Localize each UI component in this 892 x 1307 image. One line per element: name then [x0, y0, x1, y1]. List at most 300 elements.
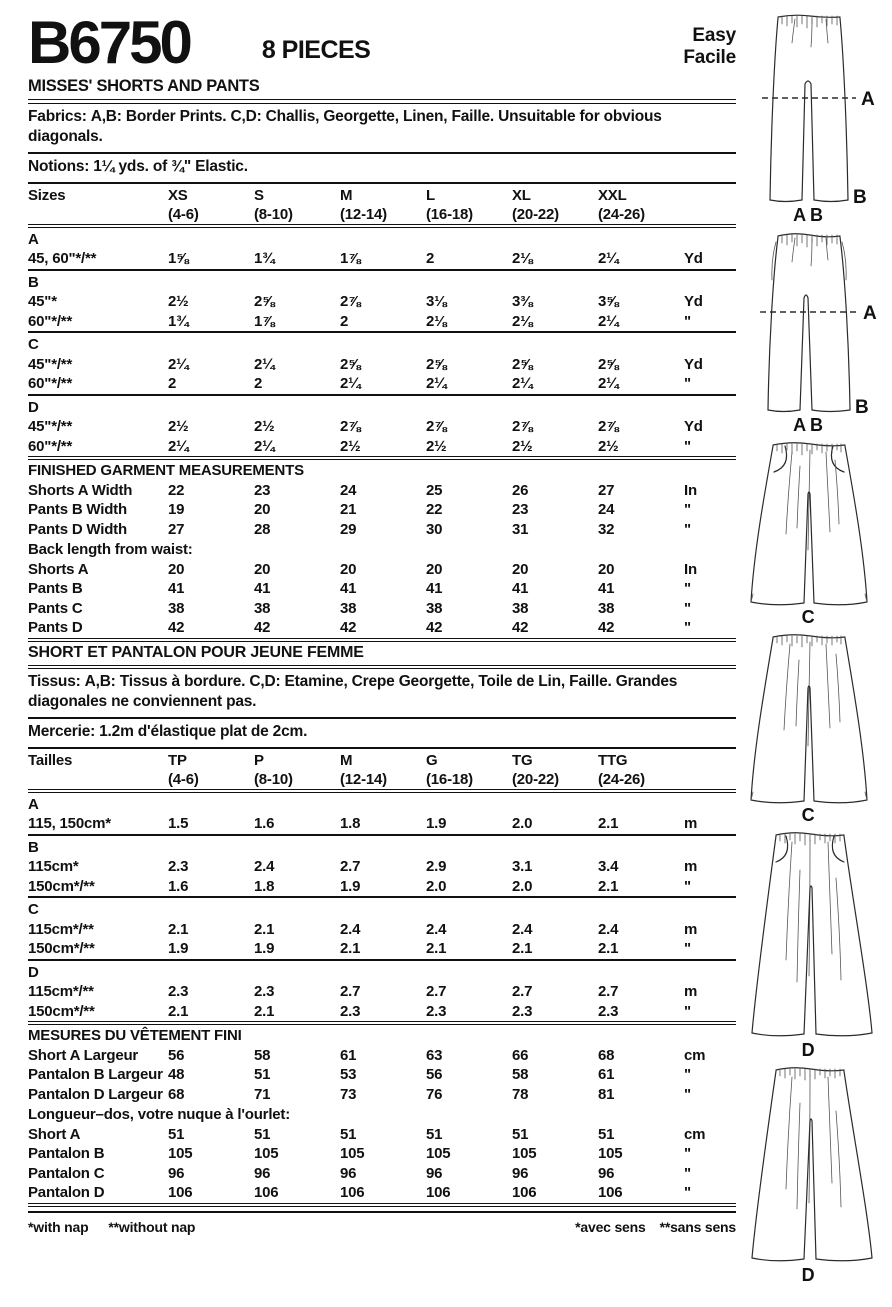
size-value: 20 [254, 501, 271, 519]
difficulty-badge [683, 25, 736, 69]
size-column-header [254, 186, 340, 226]
subhead-label: Longueur–dos, votre nuque à l'ourlet: [28, 1106, 291, 1124]
unit-label: " [684, 1066, 691, 1084]
size-value: 2½ [426, 437, 512, 459]
row-label: Pants C [28, 599, 83, 617]
size-value: 23 [254, 481, 271, 499]
size-value: 1.9 [168, 939, 254, 960]
size-value: 2½ [168, 293, 189, 311]
size-range: (20-22) [512, 770, 559, 788]
notions-label: Notions: [28, 158, 90, 176]
size-value: 3.1 [512, 858, 533, 876]
unit-label: Yd [684, 293, 703, 311]
figure-pants-d-front [740, 826, 892, 1060]
size-column-header [340, 751, 426, 791]
difficulty-english: Easy [692, 25, 736, 47]
size-value: 29 [340, 520, 357, 538]
measurement-row [28, 920, 736, 940]
size-range: (8-10) [254, 770, 293, 788]
size-value: 105 [426, 1145, 451, 1163]
culotte-c-back-illustration [740, 628, 890, 806]
size-value: 42 [598, 618, 684, 640]
size-value: 51 [598, 1125, 615, 1143]
size-value: 81 [598, 1085, 615, 1103]
size-value: 2½ [512, 437, 598, 459]
size-name: TP [168, 752, 187, 770]
size-value: 41 [426, 580, 443, 598]
size-value: 2.1 [598, 814, 684, 835]
size-value: 38 [426, 599, 443, 617]
size-name: TTG [598, 752, 628, 770]
notions-line [28, 154, 736, 179]
size-value: 2⅝ [340, 355, 361, 373]
measurement-row [28, 618, 736, 640]
size-value: 51 [254, 1125, 271, 1143]
view-section-row [28, 897, 736, 920]
measurement-row [28, 1065, 736, 1085]
measurement-row [28, 1046, 736, 1066]
view-section-row [28, 960, 736, 983]
unit-label: In [684, 481, 697, 499]
size-value: 2¼ [598, 249, 684, 270]
unit-label: Yd [684, 355, 703, 373]
english-yardage-table [28, 186, 736, 642]
subhead-row [28, 1104, 736, 1125]
size-value: 105 [340, 1145, 365, 1163]
size-name: M [340, 187, 353, 205]
size-value: 66 [512, 1046, 529, 1064]
size-range: (4-6) [168, 205, 199, 223]
size-value: 27 [598, 481, 615, 499]
size-name: TG [512, 752, 533, 770]
size-value: 2⅞ [340, 293, 361, 311]
row-label: 45, 60"*/** [28, 249, 168, 270]
pieces-count: 8 PIECES [261, 36, 371, 64]
size-value: 20 [340, 560, 357, 578]
size-value: 3⅜ [512, 293, 533, 311]
size-value: 2.0 [426, 877, 512, 898]
row-label: Pantalon D Largeur [28, 1085, 163, 1103]
subhead-label: MESURES DU VÊTEMENT FINI [28, 1027, 242, 1045]
size-column-header [426, 186, 512, 226]
row-label: Pants D [28, 618, 168, 640]
size-value: 2¼ [598, 312, 684, 333]
row-label: Short A Largeur [28, 1046, 139, 1064]
size-value: 2.7 [426, 983, 447, 1001]
pattern-number: B6750 [28, 9, 190, 76]
size-value: 3⅝ [598, 293, 619, 311]
size-value: 1⅝ [168, 249, 254, 270]
size-value: 2⅛ [512, 249, 598, 270]
size-value: 2.7 [340, 983, 361, 1001]
size-value: 2.3 [254, 983, 275, 1001]
row-label: Pantalon B [28, 1145, 105, 1163]
size-value: 51 [168, 1125, 185, 1143]
size-value: 42 [254, 618, 340, 640]
unit-label: " [684, 580, 691, 598]
size-name: XL [512, 187, 531, 205]
figure-caption: C [801, 805, 815, 825]
row-label: 150cm*/** [28, 939, 168, 960]
view-a-length-mark: A [861, 89, 875, 110]
size-value: 78 [512, 1085, 529, 1103]
size-value: 105 [512, 1145, 537, 1163]
footnote-with-nap: *with nap [28, 1218, 89, 1235]
size-value: 32 [598, 520, 615, 538]
measurement-row [28, 520, 736, 540]
unit-label: " [684, 501, 691, 519]
section-label: C [28, 336, 39, 354]
size-value: 51 [340, 1125, 357, 1143]
size-value: 21 [340, 501, 357, 519]
size-range: (8-10) [254, 205, 293, 223]
subhead-row [28, 539, 736, 560]
size-label-header: Sizes [28, 186, 168, 226]
unit-label: " [684, 1164, 691, 1182]
size-value: 61 [340, 1046, 357, 1064]
measurement-row [28, 312, 736, 333]
size-value: 41 [254, 580, 271, 598]
size-value: 38 [254, 599, 271, 617]
size-name: M [340, 752, 353, 770]
size-value: 106 [340, 1183, 426, 1205]
size-value: 106 [598, 1183, 684, 1205]
row-label: 150cm*/** [28, 877, 168, 898]
size-value: 2½ [254, 418, 275, 436]
figure-pants-d-back [740, 1061, 892, 1285]
row-label: Pants D Width [28, 520, 127, 538]
view-b-hem-mark: B [855, 397, 869, 416]
tissus-label: Tissus: [28, 672, 81, 690]
section-label: B [28, 838, 39, 856]
size-value: 41 [340, 580, 357, 598]
size-value: 105 [254, 1145, 279, 1163]
size-value: 58 [512, 1066, 529, 1084]
row-label: 115, 150cm* [28, 814, 168, 835]
size-value: 2½ [340, 437, 426, 459]
measurement-row [28, 292, 736, 312]
size-value: 23 [512, 501, 529, 519]
size-value: 96 [598, 1164, 615, 1182]
measurement-row [28, 1085, 736, 1105]
measurement-row [28, 1144, 736, 1164]
size-range: (20-22) [512, 205, 559, 223]
size-value: 38 [512, 599, 529, 617]
unit-header [684, 186, 736, 226]
size-value: 24 [598, 501, 615, 519]
size-value: 2 [340, 312, 426, 333]
row-label: Pantalon C [28, 1164, 105, 1182]
size-range: (4-6) [168, 770, 199, 788]
size-value: 96 [168, 1164, 185, 1182]
measurement-row [28, 1125, 736, 1145]
size-value: 2¼ [254, 355, 275, 373]
size-value: 2.0 [512, 814, 598, 835]
size-value: 2.1 [168, 1002, 254, 1024]
size-value: 51 [254, 1066, 271, 1084]
view-b-hem-mark: B [853, 187, 867, 206]
view-section-row [28, 791, 736, 815]
row-label: Pants B Width [28, 501, 127, 519]
unit-label: " [684, 1183, 736, 1205]
size-value: 2.4 [340, 920, 361, 938]
unit-label: " [684, 1145, 691, 1163]
unit-label: " [684, 599, 691, 617]
size-value: 1.9 [340, 877, 426, 898]
measurement-row [28, 1002, 736, 1024]
size-value: 20 [426, 560, 443, 578]
measurement-row [28, 481, 736, 501]
size-value: 106 [512, 1183, 598, 1205]
measurement-row [28, 982, 736, 1002]
unit-label: " [684, 1002, 736, 1024]
unit-label: In [684, 560, 697, 578]
view-a-length-mark: A [863, 303, 877, 324]
row-label: 60"*/** [28, 437, 168, 459]
row-label: 60"*/** [28, 374, 168, 395]
size-value: 2⅛ [512, 312, 598, 333]
size-value: 68 [598, 1046, 615, 1064]
row-label: Pantalon D [28, 1183, 168, 1205]
size-value: 2 [426, 249, 512, 270]
figure-caption: D [801, 1265, 815, 1285]
size-value: 2¼ [598, 374, 684, 395]
unit-label: Yd [684, 249, 736, 270]
size-value: 42 [168, 618, 254, 640]
size-value: 1.6 [168, 877, 254, 898]
fabrics-label: Fabrics: [28, 108, 87, 125]
french-title: SHORT ET PANTALON POUR JEUNE FEMME [28, 642, 736, 669]
size-column-header [426, 751, 512, 791]
subhead-label: FINISHED GARMENT MEASUREMENTS [28, 462, 304, 480]
row-label: Shorts A [28, 560, 89, 578]
size-value: 42 [512, 618, 598, 640]
size-value: 73 [340, 1085, 357, 1103]
size-value: 2.4 [254, 858, 275, 876]
size-value: 20 [512, 560, 529, 578]
measurement-row [28, 857, 736, 877]
unit-label: " [684, 877, 736, 898]
footnotes [28, 1211, 736, 1235]
size-value: 2.3 [340, 1002, 426, 1024]
size-header-row [28, 751, 736, 791]
size-value: 38 [340, 599, 357, 617]
size-value: 96 [254, 1164, 271, 1182]
unit-label: " [684, 520, 691, 538]
measurement-row [28, 249, 736, 270]
divider [28, 182, 736, 184]
size-value: 2¼ [512, 374, 598, 395]
size-name: S [254, 187, 264, 205]
size-value: 2.3 [168, 858, 189, 876]
size-name: G [426, 752, 438, 770]
size-value: 2.4 [598, 920, 619, 938]
size-value: 63 [426, 1046, 443, 1064]
figure-culotte-c-back [740, 628, 892, 825]
size-value: 20 [598, 560, 615, 578]
size-value: 24 [340, 481, 357, 499]
size-range: (16-18) [426, 770, 473, 788]
size-value: 2⅝ [512, 355, 533, 373]
measurement-row [28, 814, 736, 835]
row-label: 115cm*/** [28, 920, 94, 938]
size-value: 56 [168, 1046, 185, 1064]
size-range: (24-26) [598, 770, 645, 788]
figure-caption: A B [793, 205, 823, 225]
size-value: 96 [340, 1164, 357, 1182]
unit-label: " [684, 437, 736, 459]
figure-caption: C [801, 607, 815, 627]
fabrics-line [28, 104, 736, 149]
measurement-row [28, 1164, 736, 1184]
size-value: 2.1 [598, 877, 684, 898]
unit-label: cm [684, 1046, 706, 1064]
size-value: 53 [340, 1066, 357, 1084]
row-label: 60"*/** [28, 312, 168, 333]
size-value: 2⅞ [512, 418, 533, 436]
figure-pants-ab-back [740, 226, 892, 435]
size-range: (24-26) [598, 205, 645, 223]
size-value: 2⅛ [426, 312, 512, 333]
size-value: 2¼ [254, 437, 340, 459]
size-value: 42 [426, 618, 512, 640]
size-value: 56 [426, 1066, 443, 1084]
size-value: 2.1 [168, 920, 189, 938]
view-section-row [28, 332, 736, 355]
footnote-without-nap: **without nap [108, 1218, 196, 1235]
size-value: 25 [426, 481, 443, 499]
unit-label: m [684, 814, 736, 835]
unit-label: Yd [684, 418, 703, 436]
size-value: 2.3 [512, 1002, 598, 1024]
unit-label: " [684, 374, 736, 395]
mercerie-text: 1.2m d'élastique plat de 2cm. [99, 723, 308, 741]
measurement-row [28, 437, 736, 459]
size-label-header: Tailles [28, 751, 168, 791]
size-value: 105 [598, 1145, 623, 1163]
size-value: 31 [512, 520, 529, 538]
measurement-row [28, 500, 736, 520]
row-label: 115cm*/** [28, 983, 94, 1001]
view-section-row [28, 395, 736, 418]
measurement-row [28, 417, 736, 437]
section-label: D [28, 398, 39, 416]
unit-label: " [684, 939, 736, 960]
size-value: 2⅝ [426, 355, 447, 373]
size-value: 105 [168, 1145, 193, 1163]
divider [28, 747, 736, 749]
size-value: 2¼ [340, 374, 426, 395]
pants-d-front-illustration [740, 826, 890, 1041]
size-value: 2¼ [426, 374, 512, 395]
size-value: 2.0 [512, 877, 598, 898]
section-label: D [28, 963, 39, 981]
size-value: 2.4 [512, 920, 533, 938]
size-value: 41 [168, 580, 185, 598]
size-value: 106 [254, 1183, 340, 1205]
row-label: 45"*/** [28, 355, 73, 373]
size-value: 38 [168, 599, 185, 617]
view-section-row [28, 835, 736, 858]
figure-culotte-c-front [740, 436, 892, 627]
size-value: 41 [598, 580, 615, 598]
size-column-header [340, 186, 426, 226]
size-column-header [168, 186, 254, 226]
unit-label: " [684, 618, 736, 640]
pants-ab-back-illustration [740, 226, 890, 416]
size-value: 1⅞ [254, 312, 340, 333]
size-value: 1¾ [168, 312, 254, 333]
unit-label: m [684, 858, 698, 876]
measurement-row [28, 599, 736, 619]
size-value: 2.7 [598, 983, 619, 1001]
unit-label: " [684, 1085, 691, 1103]
size-value: 2.3 [598, 1002, 684, 1024]
header [28, 9, 736, 76]
culotte-c-front-illustration [740, 436, 890, 608]
unit-label: cm [684, 1125, 706, 1143]
pants-d-back-illustration [740, 1061, 890, 1266]
size-value: 38 [598, 599, 615, 617]
pants-ab-front-illustration [740, 6, 890, 206]
size-value: 27 [168, 520, 185, 538]
size-value: 2¼ [168, 437, 254, 459]
size-value: 2¼ [168, 355, 189, 373]
size-value: 19 [168, 501, 185, 519]
size-value: 1.8 [254, 877, 340, 898]
section-label: A [28, 230, 39, 248]
size-name: XS [168, 187, 188, 205]
size-column-header [598, 751, 684, 791]
measurement-row [28, 374, 736, 395]
size-value: 2⅝ [598, 355, 619, 373]
subhead-row [28, 458, 736, 481]
size-value: 26 [512, 481, 529, 499]
size-value: 2⅞ [598, 418, 619, 436]
section-label: B [28, 273, 39, 291]
size-value: 2.9 [426, 858, 447, 876]
mercerie-label: Mercerie: [28, 723, 96, 741]
figure-caption: A B [793, 415, 823, 435]
footnotes-english [28, 1219, 195, 1235]
size-range: (12-14) [340, 205, 387, 223]
size-header-row [28, 186, 736, 226]
row-label: 45"* [28, 293, 57, 311]
row-label: 115cm* [28, 858, 79, 876]
size-value: 42 [340, 618, 426, 640]
size-value: 1¾ [254, 249, 340, 270]
size-value: 2⅞ [426, 418, 447, 436]
size-column-header [168, 751, 254, 791]
size-value: 28 [254, 520, 271, 538]
size-column-header [512, 751, 598, 791]
view-section-row [28, 270, 736, 293]
notions-text: 1¼ yds. of ¾" Elastic. [93, 158, 248, 176]
size-range: (12-14) [340, 770, 387, 788]
measurement-row [28, 877, 736, 898]
unit-label: m [684, 920, 698, 938]
main-content [28, 9, 736, 1235]
size-value: 2.1 [512, 939, 598, 960]
size-name: L [426, 187, 435, 205]
size-value: 68 [168, 1085, 185, 1103]
size-value: 2½ [598, 437, 684, 459]
subhead-label: Back length from waist: [28, 541, 193, 559]
size-value: 96 [512, 1164, 529, 1182]
size-value: 1.9 [254, 939, 340, 960]
size-value: 3.4 [598, 858, 619, 876]
size-value: 2.7 [340, 858, 361, 876]
